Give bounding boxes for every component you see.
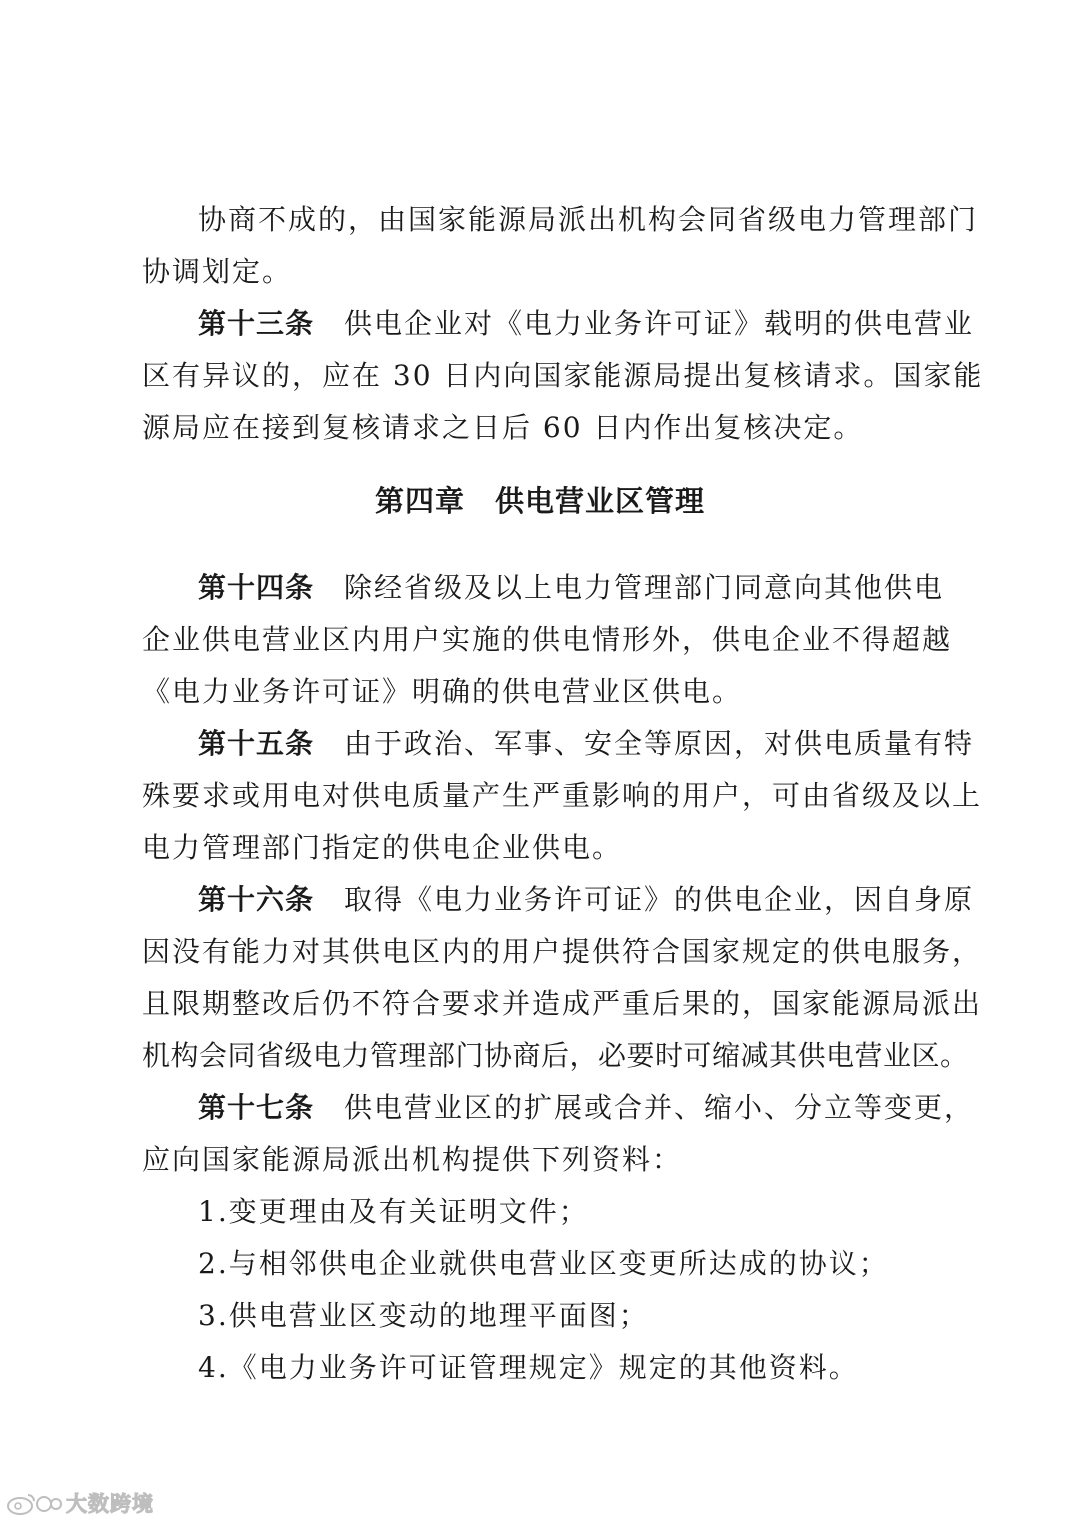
article-13-label: 第十三条 [198, 307, 315, 340]
article-14-line-3: 《电力业务许可证》明确的供电营业区供电。 [142, 675, 743, 708]
article-13-line-2: 区有异议的，应在 30 日内向国家能源局提出复核请求。国家能 [142, 359, 984, 392]
list-item: 3.供电营业区变动的地理平面图； [198, 1299, 649, 1332]
article-16-line-2: 因没有能力对其供电区内的用户提供符合国家规定的供电服务， [142, 935, 983, 968]
article-14-text-1: 除经省级及以上电力管理部门同意向其他供电 [344, 571, 945, 604]
article-15-line-3: 电力管理部门指定的供电企业供电。 [142, 831, 623, 864]
article-17-line-1 [198, 1088, 975, 1128]
paragraph-continuation-line-1: 协商不成的，由国家能源局派出机构会同省级电力管理部门 [198, 203, 979, 236]
list-item: 2.与相邻供电企业就供电营业区变更所达成的协议； [198, 1247, 889, 1280]
list-item: 4.《电力业务许可证管理规定》规定的其他资料。 [198, 1351, 859, 1384]
article-17-label: 第十七条 [198, 1091, 315, 1124]
article-15-text-1: 由于政治、军事、安全等原因，对供电质量有特 [344, 727, 975, 760]
weibo-logo-icon [6, 1489, 64, 1517]
article-14-line-1 [198, 568, 945, 608]
article-13-line-3: 源局应在接到复核请求之日后 60 日内作出复核决定。 [142, 411, 864, 444]
paragraph-continuation-line-2: 协调划定。 [142, 255, 293, 288]
watermark [6, 1486, 154, 1520]
list-item: 1.变更理由及有关证明文件； [198, 1195, 589, 1228]
chapter-heading: 第四章 供电营业区管理 [374, 484, 705, 518]
article-13-line-1 [198, 304, 975, 344]
article-15-line-2: 殊要求或用电对供电质量产生严重影响的用户，可由省级及以上 [142, 779, 983, 812]
article-14-label: 第十四条 [198, 571, 315, 604]
watermark-text: 大数跨境 [66, 1492, 154, 1516]
article-17-line-2: 应向国家能源局派出机构提供下列资料： [142, 1143, 683, 1176]
article-16-label: 第十六条 [198, 883, 315, 916]
article-16-text-1: 取得《电力业务许可证》的供电企业，因自身原 [344, 883, 975, 916]
article-13-text-1: 供电企业对《电力业务许可证》载明的供电营业 [344, 307, 975, 340]
article-15-label: 第十五条 [198, 727, 315, 760]
article-16-line-3: 且限期整改后仍不符合要求并造成严重后果的，国家能源局派出 [142, 987, 983, 1020]
article-16-line-1 [198, 880, 975, 920]
article-17-text-1: 供电营业区的扩展或合并、缩小、分立等变更， [344, 1091, 975, 1124]
article-14-line-2: 企业供电营业区内用户实施的供电情形外，供电企业不得超越 [142, 623, 953, 656]
article-15-line-1 [198, 724, 975, 764]
article-16-line-4: 机构会同省级电力管理部门协商后，必要时可缩减其供电营业区。 [142, 1039, 969, 1072]
